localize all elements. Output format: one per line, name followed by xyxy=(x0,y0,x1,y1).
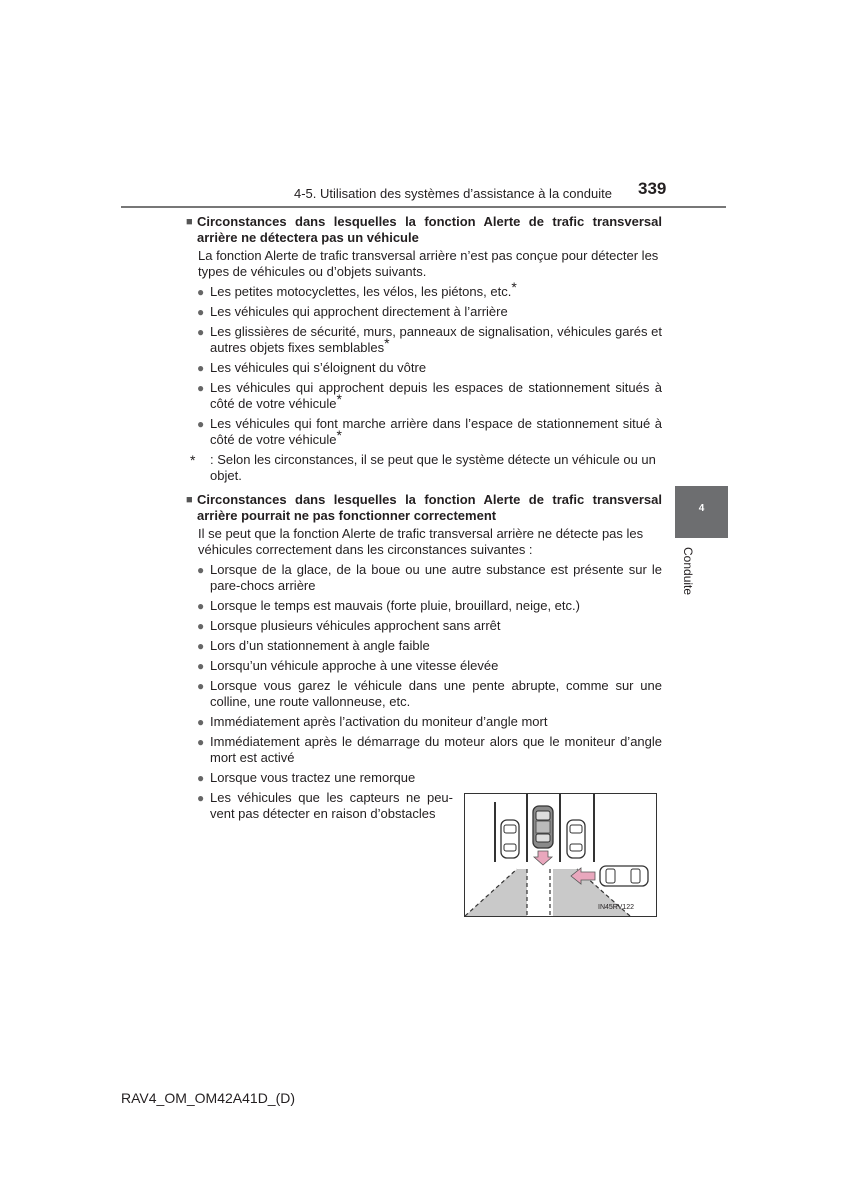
reverse-arrow-icon xyxy=(534,851,552,865)
parked-car-right xyxy=(567,820,585,858)
footnote-star: * xyxy=(190,452,196,468)
list-item-text: Immédiatement après le démarrage du moteur alors que le moniteur d’angle mort est activé xyxy=(210,734,662,765)
list-item xyxy=(197,562,662,594)
footnote-marker: * xyxy=(511,279,517,295)
list-item-text: Les glissières de sécurité, murs, panneaux de signalisation, véhicules garés et autres objets fixes semblables xyxy=(210,324,662,355)
footnote-text: : Selon les circonstances, il se peut que le système détecte un véhicule ou un objet. xyxy=(210,452,656,483)
chapter-tab xyxy=(675,486,728,538)
bullet-icon: ● xyxy=(197,417,205,431)
detection-zone-left xyxy=(465,869,527,916)
bullet-icon: ● xyxy=(197,791,205,805)
bullet-icon: ● xyxy=(197,599,205,613)
own-vehicle xyxy=(533,806,553,848)
list-item-text: Les petites motocyclettes, les vélos, les piétons, etc. xyxy=(210,284,512,299)
bullet-icon: ● xyxy=(197,639,205,653)
list-item xyxy=(197,618,662,634)
page-number: 339 xyxy=(638,179,667,198)
bullet-icon: ● xyxy=(197,735,205,749)
document-code: RAV4_OM_OM42A41D_(D) xyxy=(121,1090,296,1106)
list-item-text: Lorsqu’un véhicule approche à une vitesse élevée xyxy=(210,658,499,673)
list-item-text: Lorsque de la glace, de la boue ou une autre substance est présente sur le pare-chocs arrière xyxy=(210,562,662,593)
bullet-icon: ● xyxy=(197,659,205,673)
bullet-icon: ● xyxy=(197,619,205,633)
chapter-tab-number: 4 xyxy=(698,503,705,514)
footnote xyxy=(190,452,662,484)
section-heading xyxy=(186,214,662,246)
bullet-icon: ● xyxy=(197,771,205,785)
list-item xyxy=(197,324,662,356)
list-item-text: Lorsque plusieurs véhicules approchent sans arrêt xyxy=(210,618,501,633)
square-bullet-icon: ■ xyxy=(186,494,193,506)
list-item xyxy=(197,360,662,376)
bullet-icon: ● xyxy=(197,361,205,375)
parked-car-left xyxy=(501,820,519,858)
list-item xyxy=(197,304,662,320)
section-intro: La fonction Alerte de trafic transversal arrière n’est pas conçue pour détecter les types de véhicules ou d’objets suivants. xyxy=(198,248,659,279)
list-item-text: Lorsque vous garez le véhicule dans une pente abrupte, comme sur une colline, une route vallonneuse, etc. xyxy=(210,678,662,709)
list-item-text: Les véhicules que les capteurs ne peu-vent pas détecter en raison d’obstacles xyxy=(210,790,453,821)
list-item-text: Lors d’un stationnement à angle faible xyxy=(210,638,430,653)
list-item xyxy=(197,678,662,710)
list-item xyxy=(197,598,662,614)
list-item xyxy=(197,638,662,654)
header-divider xyxy=(121,206,726,208)
chapter-tab-label: Conduite xyxy=(681,547,695,596)
list-item xyxy=(197,734,662,766)
parking-illustration xyxy=(464,793,657,917)
section-heading xyxy=(186,492,662,524)
list-item xyxy=(197,380,662,412)
section-title: Circonstances dans lesquelles la fonction Alerte de trafic transversal arrière ne détectera pas un véhicule xyxy=(197,214,662,245)
list-item-text: Les véhicules qui font marche arrière dans l’espace de stationnement situé à côté de votre véhicule xyxy=(210,416,662,447)
bullet-icon: ● xyxy=(197,285,205,299)
section-malfunction xyxy=(186,492,662,822)
bullet-list xyxy=(186,279,662,448)
list-item-text: Immédiatement après l’activation du moniteur d’angle mort xyxy=(210,714,548,729)
list-item-text: Les véhicules qui approchent depuis les espaces de stationnement situés à côté de votre véhicule xyxy=(210,380,662,411)
bullet-icon: ● xyxy=(197,715,205,729)
list-item xyxy=(197,714,662,730)
section-intro: Il se peut que la fonction Alerte de trafic transversal arrière ne détecte pas les véhicules correctement dans les circonstances suivantes : xyxy=(198,526,644,557)
list-item-text: Lorsque le temps est mauvais (forte pluie, brouillard, neige, etc.) xyxy=(210,598,580,613)
list-item xyxy=(197,416,662,448)
bullet-list xyxy=(186,562,662,822)
page-header xyxy=(0,178,848,208)
section-title: Circonstances dans lesquelles la fonction Alerte de trafic transversal arrière pourrait ne pas fonctionner correctement xyxy=(197,492,662,523)
figure-code: IN45RV122 xyxy=(598,904,635,911)
bullet-icon: ● xyxy=(197,305,205,319)
section-not-detected xyxy=(186,214,662,484)
footnote-marker: * xyxy=(336,427,342,443)
list-item xyxy=(197,658,662,674)
footnote-marker: * xyxy=(336,391,342,407)
list-item xyxy=(197,770,662,786)
list-item xyxy=(197,279,662,300)
bullet-icon: ● xyxy=(197,563,205,577)
square-bullet-icon: ■ xyxy=(186,216,193,228)
list-item-text: Les véhicules qui s’éloignent du vôtre xyxy=(210,360,427,375)
parking-diagram xyxy=(465,794,656,916)
list-item-text: Les véhicules qui approchent directement à l’arrière xyxy=(210,304,508,319)
footnote-marker: * xyxy=(384,335,390,351)
list-item xyxy=(197,790,453,822)
bullet-icon: ● xyxy=(197,679,205,693)
chapter-title: 4-5. Utilisation des systèmes d’assistance à la conduite xyxy=(294,186,612,201)
list-item-text: Lorsque vous tractez une remorque xyxy=(210,770,416,785)
main-content xyxy=(186,214,662,826)
bullet-icon: ● xyxy=(197,381,205,395)
approaching-vehicle xyxy=(600,866,648,886)
bullet-icon: ● xyxy=(197,325,205,339)
